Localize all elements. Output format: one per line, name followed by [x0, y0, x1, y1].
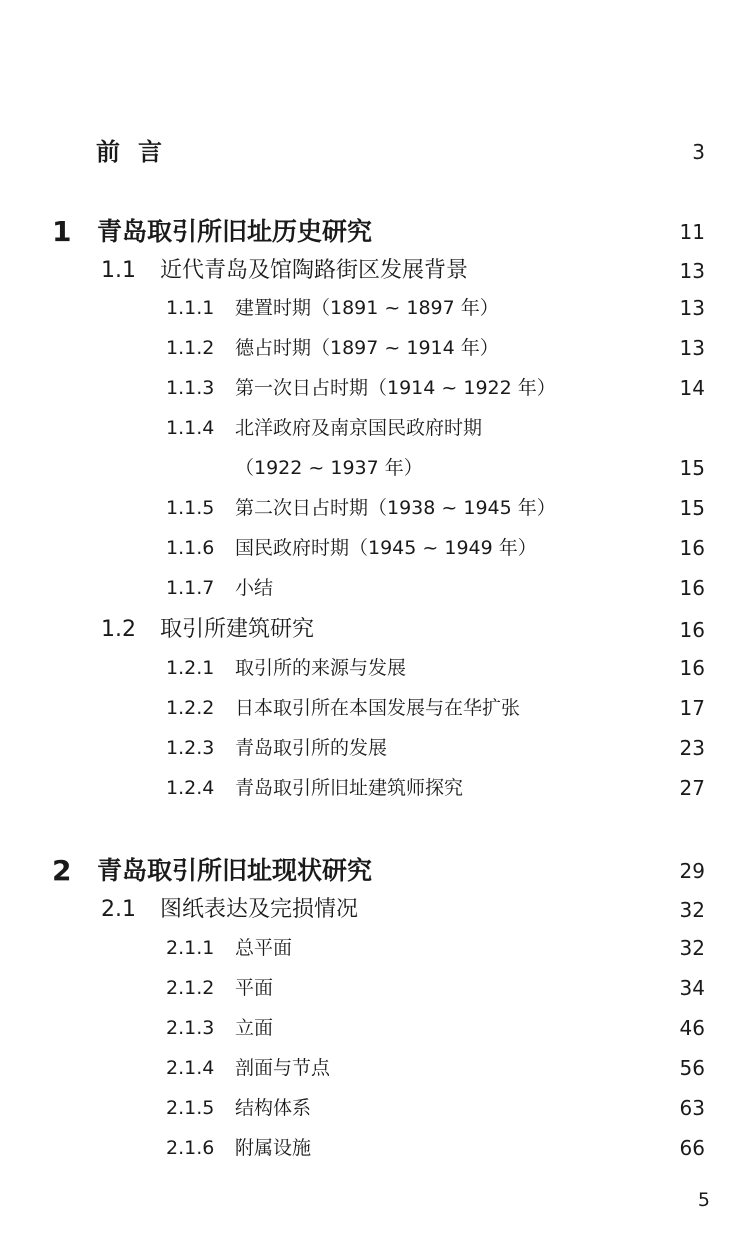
- toc-entry-number: 1.2.4: [166, 777, 215, 799]
- toc-entry-number: 1.1.2: [166, 337, 215, 359]
- toc-entry: [0, 1011, 750, 1045]
- toc-entry-number: 2.1.5: [166, 1097, 215, 1119]
- toc-entry-title: 取引所建筑研究: [160, 617, 315, 642]
- toc-entry-title: 附属设施: [235, 1137, 312, 1159]
- toc-entry-title: 结构体系: [235, 1097, 312, 1119]
- toc-entry-title: 国民政府时期（1945 ~ 1949 年）: [235, 537, 537, 559]
- toc-entry-number: 2.1.2: [166, 977, 215, 999]
- toc-entry-number: 2: [52, 854, 72, 887]
- toc-entry: [0, 854, 750, 888]
- toc-entry-number: 2.1.1: [166, 937, 215, 959]
- toc-entry: [0, 291, 750, 325]
- toc-entry-title: 青岛取引所旧址建筑师探究: [235, 777, 464, 799]
- toc-entry: [0, 771, 750, 805]
- toc-entry-title: 立面: [235, 1017, 274, 1039]
- toc-entry: [0, 1131, 750, 1165]
- toc-entry-number: 1.2.2: [166, 697, 215, 719]
- toc-entry-page: 34: [679, 976, 705, 1000]
- toc-entry-page: 13: [679, 336, 705, 360]
- toc-entry-title: 小结: [235, 577, 274, 599]
- toc-entry-number: 1.1.5: [166, 497, 215, 519]
- toc-entry-title: 德占时期（1897 ~ 1914 年）: [235, 337, 499, 359]
- toc-entry-page: 16: [679, 536, 705, 560]
- toc-entry: [0, 215, 750, 249]
- toc-entry: [0, 531, 750, 565]
- toc-entry: [0, 411, 750, 445]
- toc-entry-title: 青岛取引所旧址现状研究: [97, 856, 373, 885]
- toc-entry-title: 第二次日占时期（1938 ~ 1945 年）: [235, 497, 556, 519]
- toc-entry-title: 青岛取引所旧址历史研究: [97, 217, 373, 246]
- toc-entry: [0, 651, 750, 685]
- toc-entry: [0, 135, 750, 169]
- toc-entry-number: 2.1.3: [166, 1017, 215, 1039]
- toc-entry-title: 总平面: [235, 937, 293, 959]
- toc-entry-title: 建置时期（1891 ~ 1897 年）: [235, 297, 499, 319]
- toc-entry-page: 29: [679, 859, 705, 883]
- toc-entry-page: 46: [679, 1016, 705, 1040]
- page-number: 5: [697, 1189, 710, 1211]
- toc-entry: [0, 931, 750, 965]
- toc-entry-number: 1.2: [101, 617, 136, 642]
- toc-entry: [0, 893, 750, 927]
- toc-entry: [0, 613, 750, 647]
- toc-entry-number: 1.1.1: [166, 297, 215, 319]
- toc-entry-page: 27: [679, 776, 705, 800]
- toc-entry-title: （1922 ~ 1937 年）: [235, 457, 423, 479]
- toc-entry-page: 11: [679, 220, 705, 244]
- toc-entry: [0, 1051, 750, 1085]
- toc-entry-page: 15: [679, 456, 705, 480]
- toc-entry-title: 第一次日占时期（1914 ~ 1922 年）: [235, 377, 556, 399]
- toc-entry: [0, 571, 750, 605]
- toc-entry-title: 日本取引所在本国发展与在华扩张: [235, 697, 521, 719]
- toc-entry-page: 56: [679, 1056, 705, 1080]
- toc-entry-page: 16: [679, 576, 705, 600]
- toc-entry: [0, 691, 750, 725]
- toc-entry-title: 平面: [235, 977, 274, 999]
- toc-entry-title: 北洋政府及南京国民政府时期: [235, 417, 483, 439]
- toc-entry-title: 前言: [96, 138, 180, 166]
- toc-entry: [0, 491, 750, 525]
- toc-entry-page: 16: [679, 656, 705, 680]
- toc-entry-page: 13: [679, 296, 705, 320]
- toc-entry-title: 图纸表达及完损情况: [160, 897, 359, 922]
- toc-entry-page: 14: [679, 376, 705, 400]
- toc-entry: [0, 371, 750, 405]
- toc-entry-number: 2.1: [101, 897, 136, 922]
- toc-entry-page: 23: [679, 736, 705, 760]
- toc-entry-number: 1.1: [101, 258, 136, 283]
- toc-entry-number: 1.2.1: [166, 657, 215, 679]
- toc-entry-page: 66: [679, 1136, 705, 1160]
- toc-entry: [0, 1091, 750, 1125]
- toc-entry: [0, 254, 750, 288]
- toc-entry-number: 1: [52, 215, 72, 248]
- toc-entry: [0, 971, 750, 1005]
- toc-entry-page: 63: [679, 1096, 705, 1120]
- toc-entry-page: 32: [679, 898, 705, 922]
- toc-entry-number: 1.1.4: [166, 417, 215, 439]
- toc-entry: [0, 731, 750, 765]
- toc-entry: [0, 451, 750, 485]
- toc-entry-page: 3: [692, 140, 705, 164]
- toc-entry-title: 取引所的来源与发展: [235, 657, 407, 679]
- toc-entry-page: 32: [679, 936, 705, 960]
- toc-entry-number: 2.1.4: [166, 1057, 215, 1079]
- toc-entry-title: 青岛取引所的发展: [235, 737, 388, 759]
- toc-entry-title: 剖面与节点: [235, 1057, 331, 1079]
- toc-entry-number: 1.1.7: [166, 577, 215, 599]
- toc-entry-page: 15: [679, 496, 705, 520]
- toc-entry-title: 近代青岛及馆陶路街区发展背景: [160, 258, 469, 283]
- toc-entry-number: 1.1.6: [166, 537, 215, 559]
- toc-entry-page: 13: [679, 259, 705, 283]
- toc-entry-number: 1.2.3: [166, 737, 215, 759]
- toc-entry: [0, 331, 750, 365]
- toc-entry-number: 1.1.3: [166, 377, 215, 399]
- toc-entry-number: 2.1.6: [166, 1137, 215, 1159]
- toc-entry-page: 16: [679, 618, 705, 642]
- toc-entry-page: 17: [679, 696, 705, 720]
